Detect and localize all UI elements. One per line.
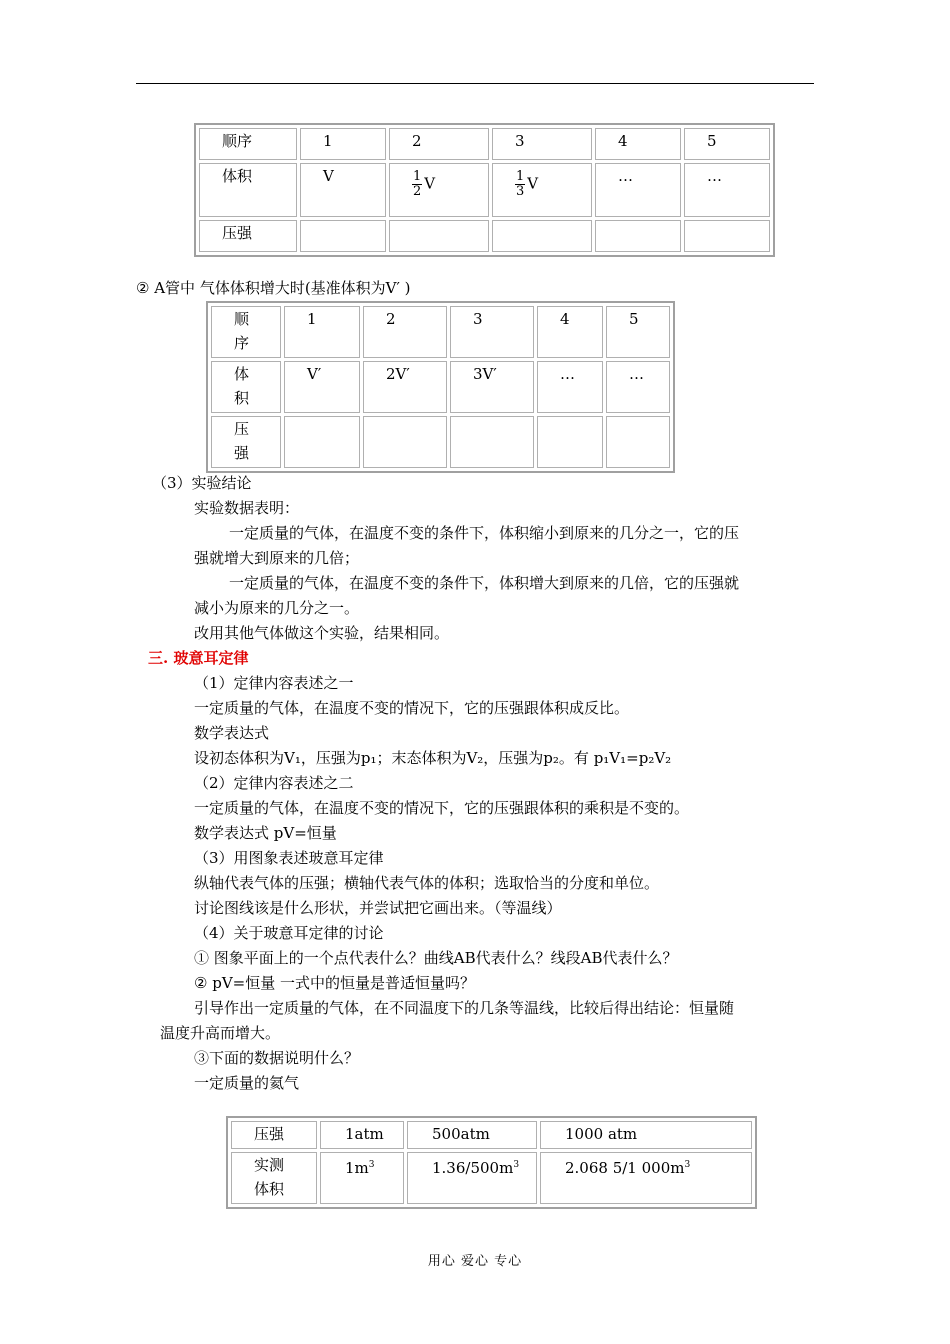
section-heading-volume-increase: ② A管中 气体体积增大时(基准体积为V′ ) (136, 279, 411, 297)
table-cell: 1 (300, 128, 386, 160)
table-cell: 2V′ (363, 361, 447, 413)
row-label-volume: 实测 体积 (231, 1152, 317, 1204)
table-row (199, 163, 770, 217)
graph-text1: 纵轴代表气体的压强；横轴代表气体的体积；选取恰当的分度和单位。 (194, 874, 660, 892)
table-cell: … (595, 163, 681, 217)
law1-heading: （1）定律内容表述之一 (194, 674, 354, 692)
table-cell: … (606, 361, 670, 413)
table-cell: 5 (684, 128, 770, 160)
table-cell: 4 (537, 306, 603, 358)
conclusion-p2-line1: 一定质量的气体，在温度不变的条件下，体积增大到原来的几倍，它的压强就 (229, 574, 740, 592)
table-cell: 5 (606, 306, 670, 358)
table-cell: … (537, 361, 603, 413)
table-cell (363, 416, 447, 468)
table-cell: 500atm (407, 1121, 537, 1149)
question-1: ① 图象平面上的一个点代表什么？曲线AB代表什么？线段AB代表什么？ (194, 949, 678, 967)
table-cell: V′ (284, 361, 360, 413)
gas-label: 一定质量的氦气 (194, 1074, 300, 1092)
row-label-volume: 体积 (199, 163, 297, 217)
row-label-order: 顺序 (199, 128, 297, 160)
table-cell: 1atm (320, 1121, 404, 1149)
table-row (211, 306, 670, 358)
page-footer: 用心 爱心 专心 (427, 1254, 523, 1269)
law2-text: 一定质量的气体，在温度不变的情况下，它的压强跟体积的乘积是不变的。 (194, 799, 690, 817)
conclusion-p1-line1: 一定质量的气体，在温度不变的条件下，体积缩小到原来的几分之一，它的压 (229, 524, 740, 542)
table-cell (492, 220, 592, 252)
table-row (211, 361, 670, 413)
table-cell: $1.36/500m^3$ (407, 1152, 537, 1204)
table-row (199, 128, 770, 160)
volume-increase-table (206, 301, 675, 473)
table-row (211, 416, 670, 468)
graph-text2: 讨论图线该是什么形状，并尝试把它画出来。（等温线） (194, 899, 562, 917)
table-cell: 3 (492, 128, 592, 160)
table-cell (606, 416, 670, 468)
volume-decrease-table (194, 123, 775, 257)
graph-heading: （3）用图象表述玻意耳定律 (194, 849, 384, 867)
conclusion-p2-line2: 减小为原来的几分之一。 (194, 599, 360, 617)
table-cell: $\frac{1}{3}$ V (492, 163, 592, 217)
table-cell: 4 (595, 128, 681, 160)
table-cell: 3V′ (450, 361, 534, 413)
table-cell: 2 (389, 128, 489, 160)
table-cell: 2 (363, 306, 447, 358)
law1-text: 一定质量的气体，在温度不变的情况下，它的压强跟体积成反比。 (194, 699, 630, 717)
table-row (199, 220, 770, 252)
conclusion-heading: （3）实验结论 (152, 474, 252, 492)
table-cell (450, 416, 534, 468)
table-cell: V (300, 163, 386, 217)
law2-formula: 数学表达式 pV=恒量 (194, 824, 337, 842)
table-cell (684, 220, 770, 252)
table-cell (284, 416, 360, 468)
table-cell: 3 (450, 306, 534, 358)
row-label-order: 顺 序 (211, 306, 281, 358)
table-cell: 1000 atm (540, 1121, 752, 1149)
table-cell (300, 220, 386, 252)
guide-line2: 温度升高而增大。 (160, 1024, 281, 1042)
math-label: 数学表达式 (194, 724, 270, 742)
table-cell (389, 220, 489, 252)
table-cell: 1 (284, 306, 360, 358)
row-label-pressure: 压强 (199, 220, 297, 252)
fraction: $\frac{1}{3}$ (516, 169, 525, 199)
law2-heading: （2）定律内容表述之二 (194, 774, 354, 792)
table-cell: … (684, 163, 770, 217)
table-cell (595, 220, 681, 252)
row-label-pressure: 压 强 (211, 416, 281, 468)
conclusion-p1-line2: 强就增大到原来的几倍； (194, 549, 360, 567)
guide-line1: 引导作出一定质量的气体，在不同温度下的几条等温线，比较后得出结论：恒量随 (194, 999, 735, 1017)
table-cell: $\frac{1}{2}$ V (389, 163, 489, 217)
conclusion-p3: 改用其他气体做这个实验，结果相同。 (194, 624, 450, 642)
row-label-volume: 体 积 (211, 361, 281, 413)
fraction: $\frac{1}{2}$ (413, 169, 422, 199)
section-title: 三. 玻意耳定律 (148, 649, 249, 667)
table-cell (537, 416, 603, 468)
table-row (231, 1152, 752, 1204)
helium-data-table (226, 1116, 757, 1209)
header-rule (136, 83, 814, 84)
conclusion-intro: 实验数据表明： (194, 499, 300, 517)
discuss-heading: （4）关于玻意耳定律的讨论 (194, 924, 384, 942)
table-cell: $1m^3$ (320, 1152, 404, 1204)
question-2: ② pV=恒量 一式中的恒量是普适恒量吗？ (194, 974, 475, 992)
question-3: ③下面的数据说明什么？ (194, 1049, 360, 1067)
law1-formula: 设初态体积为V₁，压强为p₁；末态体积为V₂，压强为p₂。有 p₁V₁=p₂V₂ (194, 749, 672, 767)
table-row (231, 1121, 752, 1149)
table-cell: 2.068 5/1 $000m^3$ (540, 1152, 752, 1204)
row-label-pressure: 压强 (231, 1121, 317, 1149)
